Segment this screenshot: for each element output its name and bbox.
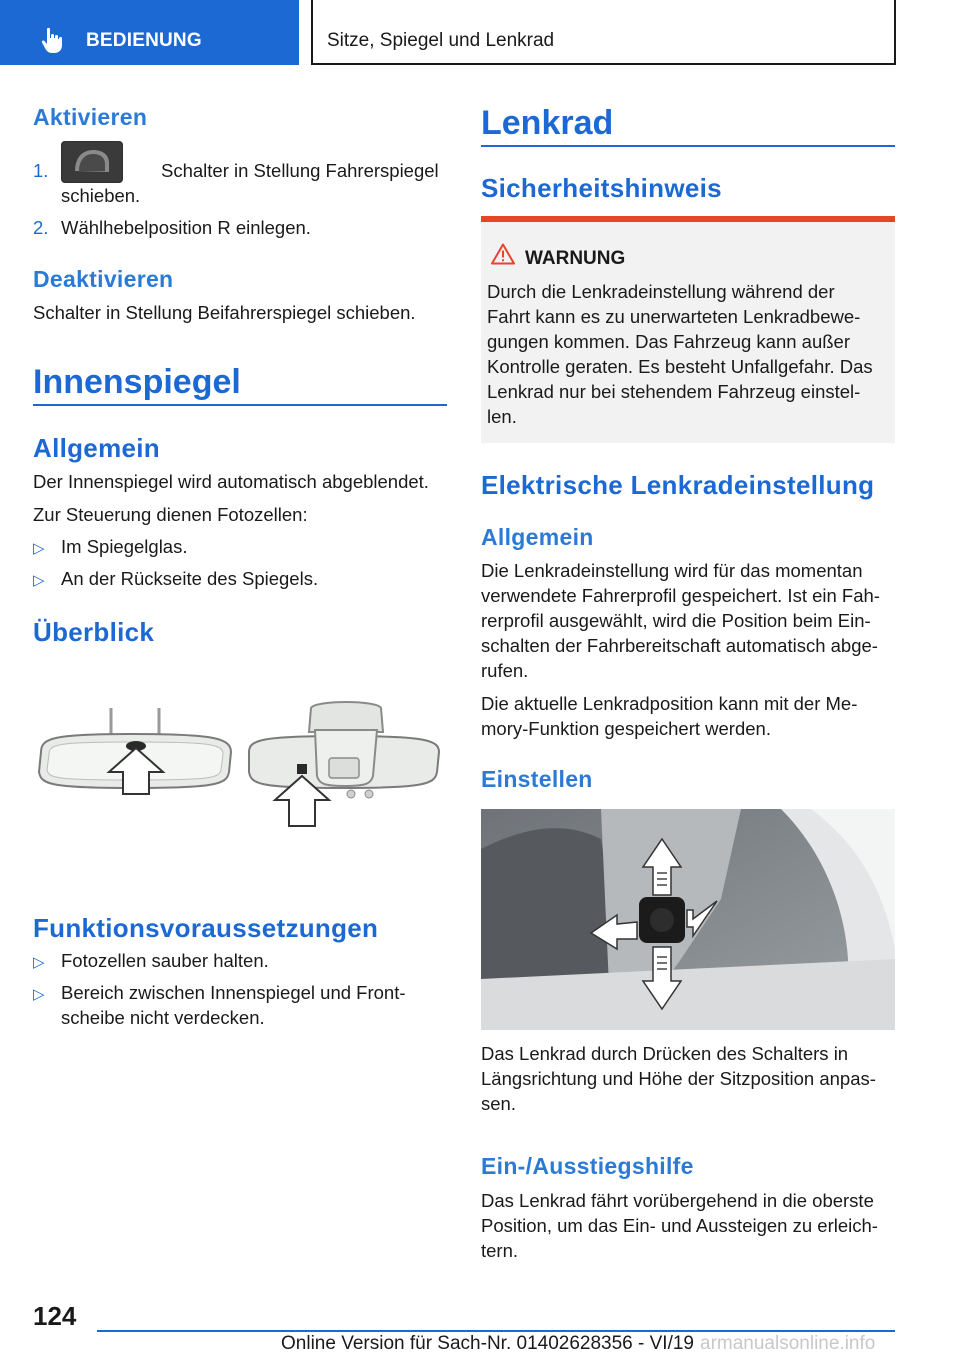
text-line: Durch die Lenkradeinstellung während der [487,281,835,302]
footer-rule [97,1330,895,1332]
text-line: Fahrt kann es zu unerwarteten Lenkradbewe- [487,306,861,327]
bullet-text-cont: scheibe nicht verdecken. [61,1007,265,1028]
step-number: 1. [33,160,49,181]
title-rule [33,404,447,406]
text-line: Längsrichtung und Höhe der Sitzposition anpas- [481,1068,876,1089]
text-line: len. [487,406,517,427]
heading-allgemein-right: Allgemein [481,524,594,550]
mirror-illustration [33,690,447,840]
paragraph: Zur Steuerung dienen Fotozellen: [33,504,308,525]
text-line: Die aktuelle Lenkradposition kann mit der Me- [481,693,858,714]
heading-funktionsvoraussetzungen: Funktionsvoraussetzungen [33,913,379,943]
title-rule [481,145,895,147]
heading-elektrische-lenkradeinstellung: Elektrische Lenkradeinstellung [481,470,875,500]
text-line: rufen. [481,660,529,681]
text-line: Die Lenkradeinstellung wird für das momentan [481,560,863,581]
bullet-item [33,566,318,593]
heading-deaktivieren: Deaktivieren [33,266,174,292]
chapter-label: BEDIENUNG [86,30,202,51]
deaktivieren-text: Schalter in Stellung Beifahrerspiegel schieben. [33,302,416,323]
online-version-text: Online Version für Sach-Nr. 01402628356 - VI/19 [281,1333,694,1354]
watermark: armanualsonline.info [700,1333,876,1354]
text-line: Lenkrad nur bei stehendem Fahrzeug einstel- [487,381,861,402]
paragraph: Der Innenspiegel wird automatisch abgeblendet. [33,471,429,492]
bullet-text: Fotozellen sauber halten. [61,950,269,971]
section-header [311,0,896,65]
text-line: Position, um das Ein- und Aussteigen zu erleich- [481,1215,878,1236]
step-number: 2. [33,217,49,238]
triangle-bullet-icon: ▷ [33,986,45,1003]
text-line: schalten der Fahrbereitschaft automatisch abge- [481,635,878,656]
heading-allgemein: Allgemein [33,433,160,463]
warning-box [481,216,895,443]
text-line: Kontrolle geraten. Es besteht Unfallgefahr. Das [487,356,873,377]
text-line: verwendete Fahrerprofil gespeichert. Ist ein Fah- [481,585,880,606]
triangle-bullet-icon: ▷ [33,572,45,589]
heading-aktivieren: Aktivieren [33,104,148,130]
triangle-bullet-icon: ▷ [33,540,45,557]
bullet-text: Bereich zwischen Innenspiegel und Front- [61,982,406,1003]
heading-einstellen: Einstellen [481,766,593,792]
bullet-text: Im Spiegelglas. [61,536,188,557]
title-lenkrad: Lenkrad [481,104,614,142]
page-number: 124 [33,1301,77,1331]
step-text: Wählhebelposition R einlegen. [61,217,311,238]
text-line: sen. [481,1093,516,1114]
heading-ueberblick: Überblick [33,617,155,647]
allgemein-paragraph [481,558,895,683]
warning-text [487,279,887,429]
warning-title: WARNUNG [525,248,626,269]
bullet-text: An der Rückseite des Spiegels. [61,568,319,589]
step-text: Schalter in Stellung Fahrerspiegel [161,160,439,181]
step-1-cont: schieben. [61,185,141,206]
warning-triangle-icon [491,243,515,265]
bullet-item [33,534,187,561]
text-line: mory-Funktion gespeichert werden. [481,718,771,739]
einstellen-paragraph [481,1041,895,1116]
memory-paragraph [481,691,895,741]
title-innenspiegel: Innenspiegel [33,363,241,401]
text-line: rerprofil ausgewählt, wird die Position beim Ein- [481,610,871,631]
text-line: tern. [481,1240,519,1261]
einstieg-paragraph [481,1188,895,1263]
text-line: Das Lenkrad fährt vorübergehend in die oberste [481,1190,874,1211]
mirror-switch-icon [61,141,123,183]
triangle-bullet-icon: ▷ [33,954,45,971]
section-title: Sitze, Spiegel und Lenkrad [327,30,555,51]
chapter-tab [0,0,299,65]
bullet-item [33,980,406,1007]
heading-ein-ausstiegshilfe: Ein-/Ausstiegshilfe [481,1153,694,1179]
text-line: gungen kommen. Das Fahrzeug kann außer [487,331,851,352]
hand-pointer-icon [38,26,66,54]
bullet-item [33,948,269,975]
steering-switch-photo [481,809,895,1030]
heading-sicherheitshinweis: Sicherheitshinweis [481,173,722,203]
text-line: Das Lenkrad durch Drücken des Schalters in [481,1043,849,1064]
step-2 [33,215,311,240]
